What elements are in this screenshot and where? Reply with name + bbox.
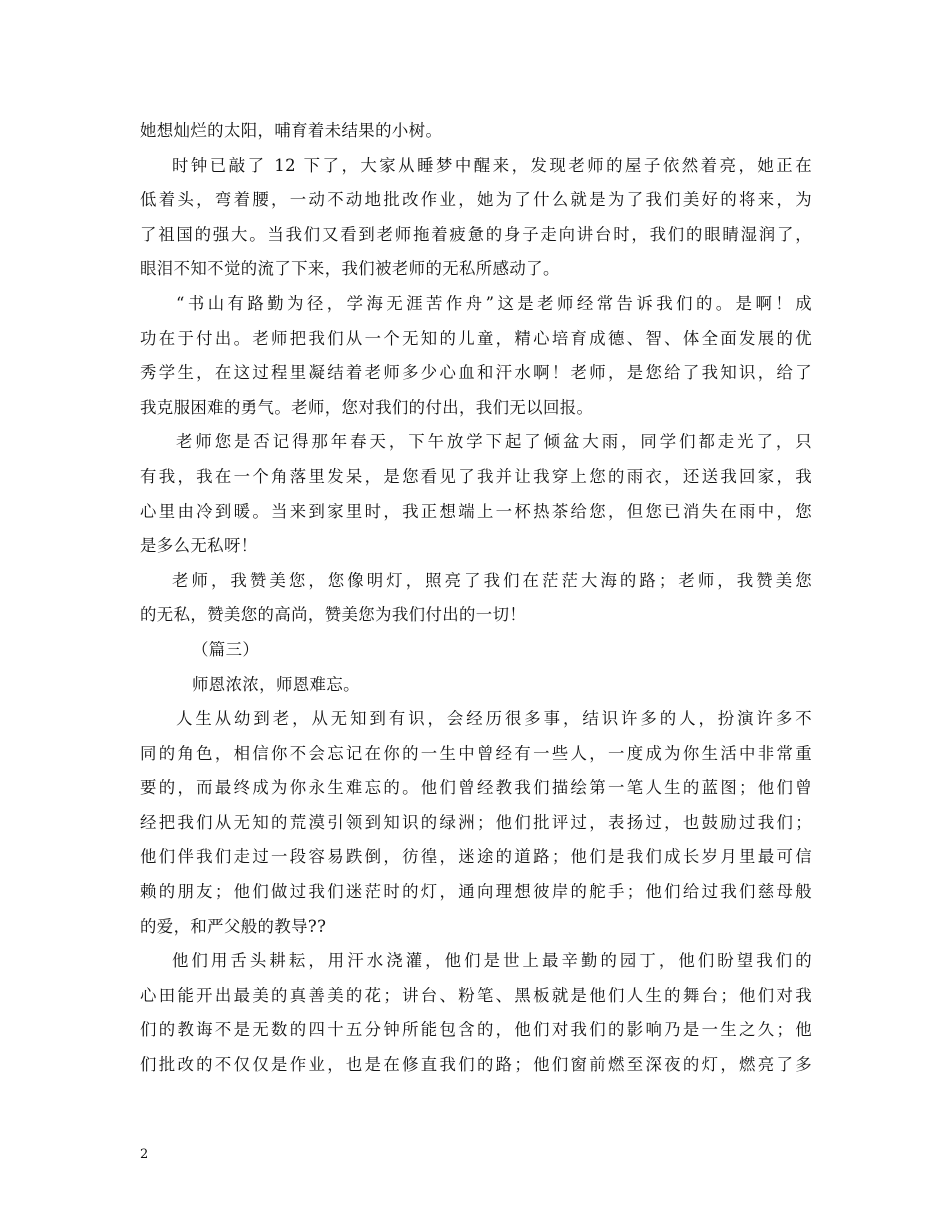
section-heading: （篇三）	[192, 639, 260, 659]
text-line: 老师您是否记得那年春天，下午放学下起了倾盆大雨，同学们都走光了，只	[176, 432, 812, 452]
text-line: 秀学生，在这过程里凝结着老师多少心血和汗水啊！老师，是您给了我知识，给了	[140, 363, 812, 383]
text-line: 老师，我赞美您，您像明灯，照亮了我们在茫茫大海的路；老师，我赞美您	[172, 570, 812, 590]
text-line: 心里由冷到暖。当来到家里时，我正想端上一杯热茶给您，但您已消失在雨中，您	[140, 501, 812, 521]
text-line: 有我，我在一个角落里发呆，是您看见了我并让我穿上您的雨衣，还送我回家，我	[140, 466, 812, 486]
text-line: 师恩浓浓，师恩难忘。	[192, 674, 360, 694]
text-line: 赖的朋友；他们做过我们迷茫时的灯，通向理想彼岸的舵手；他们给过我们慈母般	[140, 882, 812, 902]
text-line: 要的，而最终成为你永生难忘的。他们曾经教我们描绘第一笔人生的蓝图；他们曾	[140, 778, 812, 798]
text-line: 功在于付出。老师把我们从一个无知的儿童，精心培育成德、智、体全面发展的优	[140, 328, 812, 348]
text-line: 们的教诲不是无数的四十五分钟所能包含的，他们对我们的影响乃是一生之久；他	[140, 1020, 812, 1040]
text-line: 她想灿烂的太阳，哺育着未结果的小树。	[140, 121, 443, 140]
text-line: 的爱，和严父般的教导??	[140, 916, 327, 936]
text-line: 的无私，赞美您的高尚，赞美您为我们付出的一切！	[140, 605, 527, 625]
text-line: 同的角色，相信你不会忘记在你的一生中曾经有一些人，一度成为你生活中非常重	[140, 743, 812, 763]
text-line: 他们用舌头耕耘，用汗水浇灌，他们是世上最辛勤的园丁，他们盼望我们的	[172, 951, 812, 971]
text-line: 经把我们从无知的荒漠引领到知识的绿洲；他们批评过，表扬过，也鼓励过我们；	[140, 812, 812, 832]
text-line: 时钟已敲了 12 下了，大家从睡梦中醒来，发现老师的屋子依然着亮，她正在	[172, 155, 812, 175]
document-body	[140, 114, 812, 1083]
text-line: 他们伴我们走过一段容易跌倒，彷徨，迷途的道路；他们是我们成长岁月里最可信	[140, 847, 812, 867]
text-line: “书山有路勤为径，学海无涯苦作舟”这是老师经常告诉我们的。是啊！成	[176, 293, 812, 313]
text-line: 我克服困难的勇气。老师，您对我们的付出，我们无以回报。	[140, 397, 594, 417]
text-line: 人生从幼到老，从无知到有识，会经历很多事，结识许多的人，扮演许多不	[176, 709, 812, 729]
text-line: 了祖国的强大。当我们又看到老师拖着疲惫的身子走向讲台时，我们的眼睛湿润了，	[140, 224, 812, 244]
text-line: 是多么无私呀！	[140, 536, 258, 556]
text-line: 们批改的不仅仅是作业，也是在修直我们的路；他们窗前燃至深夜的灯，燃亮了多	[140, 1055, 812, 1075]
text-line: 心田能开出最美的真善美的花；讲台、粉笔、黑板就是他们人生的舞台；他们对我	[140, 985, 812, 1005]
text-line: 眼泪不知不觉的流了下来，我们被老师的无私所感动了。	[140, 259, 560, 279]
page-number: 2	[140, 1147, 149, 1162]
text-line: 低着头，弯着腰，一动不动地批改作业，她为了什么就是为了我们美好的将来，为	[140, 190, 812, 210]
